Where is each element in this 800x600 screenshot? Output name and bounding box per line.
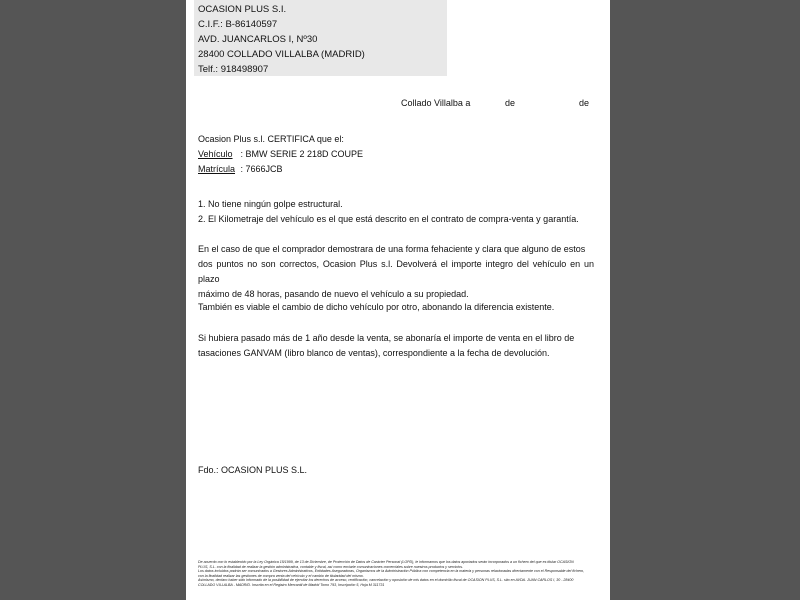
plate-label: Matrícula (198, 164, 236, 174)
legal-notice (198, 560, 602, 588)
plate-value: : 7666JCB (240, 164, 283, 174)
legal-line-6: COLLADO VILLALBA - MADRID. Inscrita en el Registro Mercantil de Madrid Tomo 793, Inscripción 5, Hoja M 311731 (198, 582, 385, 587)
legal-line-3: Los datos incluidos podrán ser comunicados a Gestores Administrativos, Entidades Aseguradoras, Organismos de la Administración Pública con competencia en la materia y personas relacionadas directamente con el Responsable del fichero, (198, 569, 585, 574)
paragraph-return-line-3: máximo de 48 horas, pasando de nuevo el vehículo a su propiedad. (198, 289, 469, 299)
signature: Fdo.: OCASION PLUS S.L. (198, 465, 308, 475)
legal-line-4: con la finalidad realizar las gestiones de compra venta del vehículo y el cambio de titularidad del mismo. (198, 573, 364, 578)
company-header (194, 0, 447, 76)
document-page (186, 0, 610, 600)
company-address: AVD. JUANCARLOS I, Nº30 (198, 34, 318, 45)
date-place: Collado Villalba a (401, 98, 471, 108)
plate-row (198, 163, 283, 175)
legal-line-2: PLUS, S.L. con la finalidad de realizar la gestión administrativa, contable y fiscal, así como enviarle comunicaciones comerciales sobre nuestros productos y servicios. (198, 564, 464, 569)
paragraph-return-line-2: dos puntos no son correctos, Ocasion Plus s.l. Devolverá el importe integro del vehículo en un plazo (198, 259, 594, 284)
company-city: 28400 COLLADO VILLALBA (MADRID) (198, 49, 365, 60)
vehicle-row (198, 148, 363, 160)
item-1: 1. No tiene ningún golpe estructural. (198, 199, 343, 209)
company-name: OCASION PLUS S.I. (198, 4, 287, 15)
paragraph-ganvam (198, 331, 594, 361)
vehicle-label: Vehículo (198, 149, 233, 159)
item-2: 2. El Kilometraje del vehículo es el que está descrito en el contrato de compra-venta y garantía. (198, 214, 579, 224)
legal-line-1: De acuerdo con lo establecido por la Ley Orgánica 15/1999, de 13 de Diciembre, de Protección de Datos de Carácter Personal (LOPD), le informamos que los datos aportados serán incorporados a un fichero del que es titular OCASIÓN (198, 560, 574, 564)
legal-line-5: Asimismo, declaro haber sido informado de la posibilidad de ejercitar los derechos de acceso, rectificación, cancelación y oposición de mis datos en el domicilio fiscal de OCASIÓN PLUS, S.L. sito en AVDA. JUAN CARLOS I, 30 - 28400 (198, 578, 574, 583)
company-phone: Telf.: 918498907 (198, 64, 269, 75)
paragraph-exchange: También es viable el cambio de dicho vehículo por otro, abonando la diferencia existente. (198, 302, 555, 312)
vehicle-value: : BMW SERIE 2 218D COUPE (240, 149, 364, 159)
date-de-2: de (579, 98, 590, 108)
paragraph-return (198, 242, 594, 302)
paragraph-return-line-1: En el caso de que el comprador demostrara de una forma fehaciente y clara que alguno de estos (198, 244, 586, 254)
date-de-1: de (505, 98, 516, 108)
certifica-text: Ocasion Plus s.l. CERTIFICA que el: (198, 134, 344, 144)
company-cif: C.I.F.: B-86140597 (198, 19, 278, 30)
paragraph-ganvam-line-1: Si hubiera pasado más de 1 año desde la venta, se abonaría el importe de venta en el libro de (198, 333, 575, 343)
paragraph-ganvam-line-2: tasaciones GANVAM (libro blanco de ventas), correspondiente a la fecha de devolución. (198, 348, 550, 358)
